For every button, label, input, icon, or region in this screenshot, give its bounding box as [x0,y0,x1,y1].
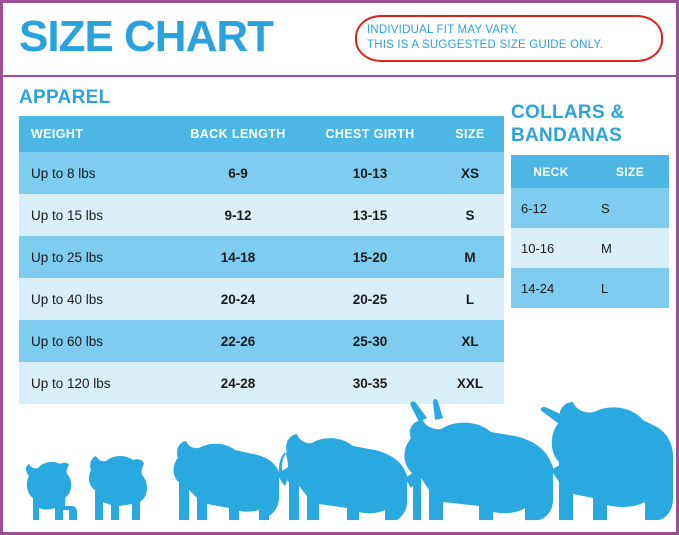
cell-weight: Up to 25 lbs [19,236,172,278]
table-header-row [19,116,504,152]
cell-chest-girth: 25-30 [304,320,436,362]
column-header-size: SIZE [591,155,669,188]
cell-back-length: 6-9 [172,152,304,194]
dog-silhouettes [3,398,679,528]
cell-back-length: 24-28 [172,362,304,404]
dog-silhouette-beagle [174,441,298,520]
cell-size: M [436,236,504,278]
cell-back-length: 9-12 [172,194,304,236]
cell-chest-girth: 30-35 [304,362,436,404]
fit-disclaimer-callout [355,15,663,62]
cell-neck: 10-16 [511,228,591,268]
table-header-row [511,155,669,188]
cell-size: XXL [436,362,504,404]
cell-neck: 6-12 [511,188,591,228]
table-row [19,320,504,362]
fit-disclaimer-line-1: INDIVIDUAL FIT MAY VARY. [367,24,519,36]
table-row [19,278,504,320]
table-row [511,188,669,228]
dog-silhouette-pomeranian [26,462,77,520]
table-row [511,268,669,308]
column-header-weight: WEIGHT [19,116,172,152]
cell-chest-girth: 10-13 [304,152,436,194]
cell-weight: Up to 8 lbs [19,152,172,194]
fit-disclaimer-line-2: THIS IS A SUGGESTED SIZE GUIDE ONLY. [367,39,604,51]
page-title: SIZE CHART [19,12,273,61]
apparel-size-table [19,116,504,404]
column-header-back-length: BACK LENGTH [172,116,304,152]
cell-chest-girth: 20-25 [304,278,436,320]
cell-back-length: 22-26 [172,320,304,362]
table-row [511,228,669,268]
cell-size: S [436,194,504,236]
cell-weight: Up to 120 lbs [19,362,172,404]
cell-weight: Up to 40 lbs [19,278,172,320]
collars-heading-line-2: BANDANAS [511,125,623,146]
collars-section-heading [511,101,625,147]
dog-silhouette-spaniel [279,434,428,520]
table-row [19,152,504,194]
dog-silhouette-great-dane [541,402,673,520]
cell-size: L [591,268,669,308]
column-header-neck: NECK [511,155,591,188]
header [3,3,676,75]
cell-size: S [591,188,669,228]
cell-chest-girth: 15-20 [304,236,436,278]
cell-size: L [436,278,504,320]
table-row [19,236,504,278]
cell-size: M [591,228,669,268]
cell-size: XL [436,320,504,362]
cell-weight: Up to 60 lbs [19,320,172,362]
apparel-section-heading: APPAREL [19,87,111,108]
cell-weight: Up to 15 lbs [19,194,172,236]
column-header-chest-girth: CHEST GIRTH [304,116,436,152]
cell-neck: 14-24 [511,268,591,308]
cell-back-length: 20-24 [172,278,304,320]
cell-chest-girth: 13-15 [304,194,436,236]
collars-size-table [511,155,669,308]
cell-back-length: 14-18 [172,236,304,278]
column-header-size: SIZE [436,116,504,152]
collars-heading-line-1: COLLARS & [511,102,625,123]
dog-silhouette-pug [89,456,147,520]
table-row [19,194,504,236]
cell-size: XS [436,152,504,194]
header-divider [3,75,676,77]
